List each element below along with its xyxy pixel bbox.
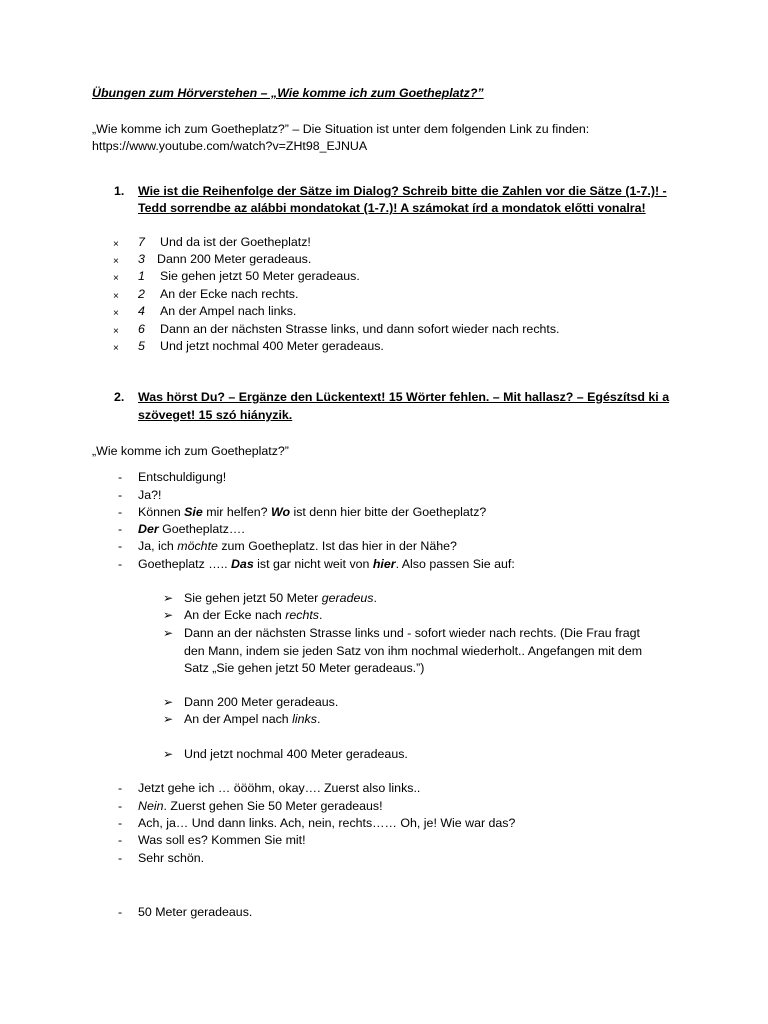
dialog-line: Ja, ich möchte zum Goetheplatz. Ist das hier in der Nähe? [138, 539, 457, 553]
arrow-bullet-icon: ➢ [163, 747, 174, 761]
item-sentence: Sie gehen jetzt 50 Meter geradeaus. [160, 269, 360, 283]
question-2-number: 2. [114, 390, 125, 404]
direction-line-cont: den Mann, indem sie jeden Satz von ihm nochmal wiederholt.. Angefangen mit dem [184, 644, 643, 658]
item-number: 1 [138, 269, 145, 283]
bullet-x-icon: × [113, 308, 119, 319]
youtube-link[interactable]: https://www.youtube.com/watch?v=ZHt98_EJNUA [92, 139, 368, 153]
question-2-line-2: szöveget! 15 szó hiányzik. [138, 408, 293, 422]
direction-line: Dann 200 Meter geradeaus. [184, 695, 339, 709]
dialog-line: Der Goetheplatz…. [138, 522, 245, 536]
item-number: 6 [138, 322, 145, 336]
dialog-line: Nein. Zuerst gehen Sie 50 Meter geradeaus! [138, 799, 383, 813]
item-number: 3 [138, 252, 145, 266]
dash-marker: - [118, 522, 123, 536]
arrow-bullet-icon: ➢ [163, 608, 174, 622]
question-1-line-2: Tedd sorrendbe az alábbi mondatokat (1-7.)! A számokat írd a mondatok előtti vonalra! [138, 201, 646, 215]
dash-marker: - [118, 781, 123, 795]
item-number: 2 [138, 287, 145, 301]
dialog-line: Goetheplatz ….. Das ist gar nicht weit von hier. Also passen Sie auf: [138, 557, 515, 571]
dash-marker: - [118, 539, 123, 553]
arrow-bullet-icon: ➢ [163, 626, 174, 640]
dialog-line: Ja?! [138, 488, 162, 502]
item-number: 7 [138, 235, 145, 249]
bullet-x-icon: × [113, 291, 119, 302]
question-2-line-1: Was hörst Du? – Ergänze den Lückentext! 15 Wörter fehlen. – Mit hallasz? – Egészítsd ki a [138, 390, 670, 404]
dash-marker: - [118, 816, 123, 830]
direction-line: Sie gehen jetzt 50 Meter geradeus. [184, 591, 377, 605]
bullet-x-icon: × [113, 326, 119, 337]
dash-marker: - [118, 557, 123, 571]
arrow-bullet-icon: ➢ [163, 712, 174, 726]
bullet-x-icon: × [113, 256, 119, 267]
dialog-heading: „Wie komme ich zum Goetheplatz?” [92, 444, 289, 458]
bullet-x-icon: × [113, 239, 119, 250]
item-sentence: An der Ecke nach rechts. [160, 287, 299, 301]
dialog-line: Sehr schön. [138, 851, 205, 865]
dialog-line: Können Sie mir helfen? Wo ist denn hier bitte der Goetheplatz? [138, 505, 487, 519]
arrow-bullet-icon: ➢ [163, 591, 174, 605]
direction-line: Und jetzt nochmal 400 Meter geradeaus. [184, 747, 408, 761]
bullet-x-icon: × [113, 273, 119, 284]
bullet-x-icon: × [113, 343, 119, 354]
item-sentence: An der Ampel nach links. [160, 304, 297, 318]
dialog-line: Was soll es? Kommen Sie mit! [138, 833, 306, 847]
item-number: 5 [138, 339, 145, 353]
question-1-line-1: Wie ist die Reihenfolge der Sätze im Dialog? Schreib bitte die Zahlen vor die Sätze (1-7.)! - [138, 184, 667, 198]
item-sentence: Und da ist der Goetheplatz! [160, 235, 311, 249]
arrow-bullet-icon: ➢ [163, 695, 174, 709]
item-number: 4 [138, 304, 145, 318]
dialog-line: 50 Meter geradeaus. [138, 905, 253, 919]
direction-line: Dann an der nächsten Strasse links und - sofort wieder nach rechts. (Die Frau fragt [184, 626, 640, 640]
direction-line: An der Ampel nach links. [184, 712, 321, 726]
dialog-line: Entschuldigung! [138, 470, 227, 484]
dash-marker: - [118, 833, 123, 847]
document-title: Übungen zum Hörverstehen – „Wie komme ich zum Goetheplatz?” [92, 86, 484, 100]
dash-marker: - [118, 851, 123, 865]
direction-line-cont: Satz „Sie gehen jetzt 50 Meter geradeaus.”) [184, 661, 425, 675]
dash-marker: - [118, 488, 123, 502]
direction-line: An der Ecke nach rechts. [184, 608, 323, 622]
dialog-line: Jetzt gehe ich … öööhm, okay…. Zuerst also links.. [138, 781, 421, 795]
item-sentence: Dann an der nächsten Strasse links, und dann sofort wieder nach rechts. [160, 322, 560, 336]
question-1-number: 1. [114, 184, 125, 198]
dash-marker: - [118, 505, 123, 519]
item-sentence: Dann 200 Meter geradeaus. [157, 252, 312, 266]
item-sentence: Und jetzt nochmal 400 Meter geradeaus. [160, 339, 384, 353]
dialog-line: Ach, ja… Und dann links. Ach, nein, rechts…… Oh, je! Wie war das? [138, 816, 516, 830]
intro-text: „Wie komme ich zum Goetheplatz?” – Die Situation ist unter dem folgenden Link zu finden: [92, 122, 590, 136]
dash-marker: - [118, 470, 123, 484]
dash-marker: - [118, 905, 123, 919]
dash-marker: - [118, 799, 123, 813]
